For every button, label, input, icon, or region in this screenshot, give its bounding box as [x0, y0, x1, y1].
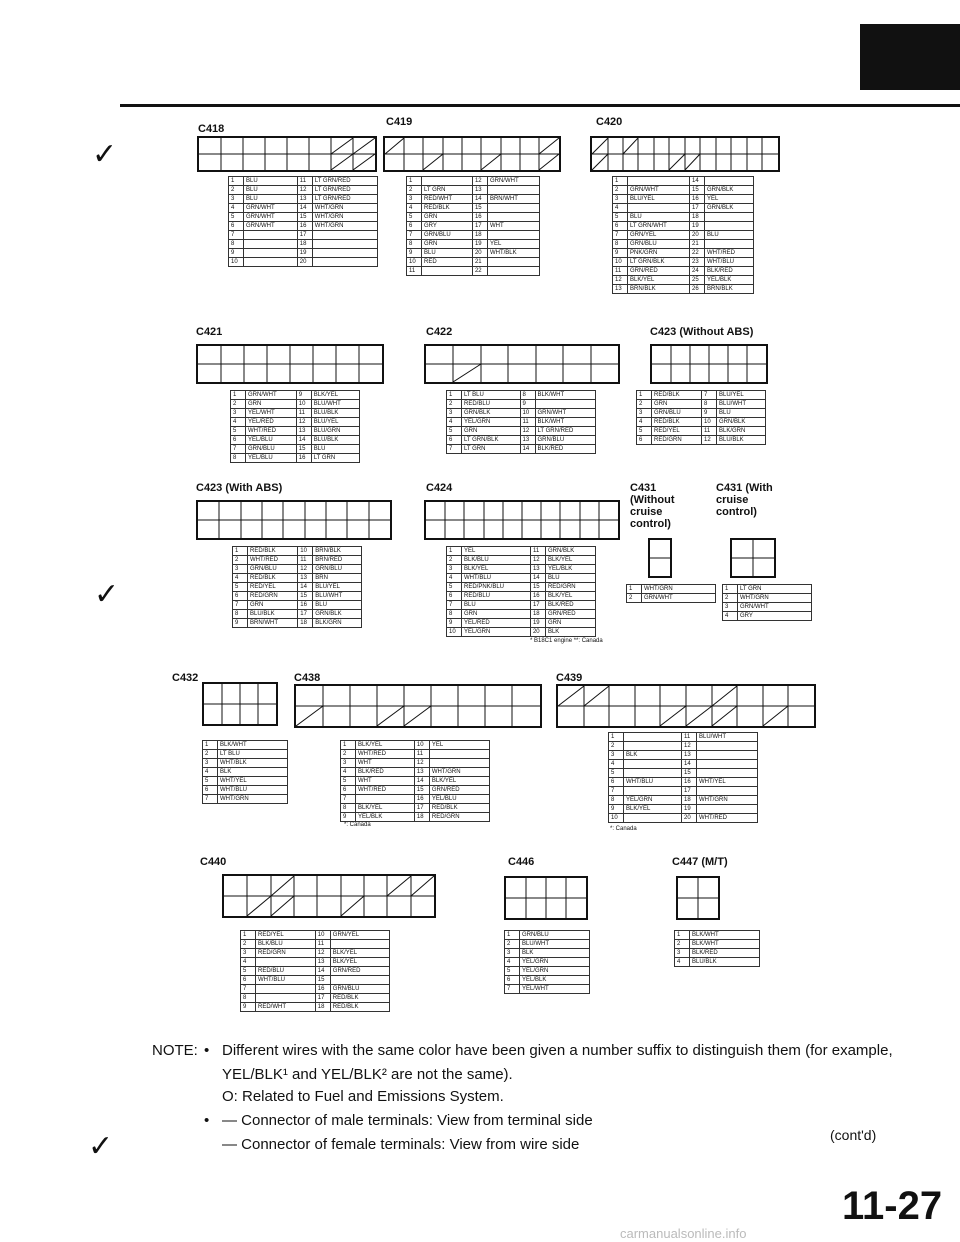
watermark: carmanualsonline.info	[620, 1226, 747, 1241]
note-text: O: Related to Fuel and Emissions System.	[222, 1088, 504, 1105]
note-text: — Connector of female terminals: View from wire side	[222, 1136, 580, 1153]
pin-table: 1 RED/BLK 10 BRN/BLK 2 WHT/RED 11 BRN/RED 3 GRN/BLU 12 GRN/BLU 4 RED/BLK 13 BRN 5 RED/YEL 14 BLU/YEL 6 RED/GRN 15 BLU/WHT 7 GRN 16 BLU 8 BLU/BLK 17 GRN/BLK 9 BRN/WHT 18 BLK/GRN	[232, 546, 362, 628]
pin-table: 1 12 GRN/WHT 2 LT GRN 13 3 RED/WHT 14 BRN/WHT 4 RED/BLK 15 5 GRN 16 6 GRY 17 WHT 7 GRN/BLU 18 8 GRN 19 YEL 9 BLU 20 WHT/BLK 10 RED 21 11 22	[406, 176, 540, 276]
connector-face	[730, 538, 776, 578]
connector-title: C422	[426, 326, 453, 338]
connector-title: C423 (With ABS)	[196, 482, 283, 494]
section-logo	[860, 24, 960, 90]
connector-title: C423 (Without ABS)	[650, 326, 754, 338]
pin-table: 1 GRN/WHT 9 BLK/YEL 2 GRN 10 BLU/WHT 3 YEL/WHT 11 BLU/BLK 4 YEL/RED 12 BLU/YEL 5 WHT/RED 13 BLU/GRN 6 YEL/BLU 14 BLU/BLK 7 GRN/BLU 15 BLU 8 YEL/BLU 16 LT GRN	[230, 390, 360, 463]
connector-title: C446	[508, 856, 535, 868]
pin-table: 1 RED/BLK 7 BLU/YEL 2 GRN 8 BLU/WHT 3 GRN/BLU 9 BLU 4 RED/BLK 10 GRN/BLK 5 RED/YEL 11 BLK/GRN 6 RED/GRN 12 BLU/BLK	[636, 390, 766, 445]
connector-face	[197, 136, 377, 172]
connector-title: C431 (With cruise control)	[716, 482, 773, 518]
connector-title: C439	[556, 672, 583, 684]
connector-title: C431 (Without cruise control)	[630, 482, 675, 530]
margin-check-mark: ✓	[92, 137, 118, 172]
connector-title: C420	[596, 116, 623, 128]
connector-face	[424, 500, 620, 540]
connector-title: C438	[294, 672, 321, 684]
connector-face	[196, 344, 384, 384]
connector-title: C418	[198, 123, 225, 135]
margin-check-mark: ✓	[94, 577, 120, 612]
pin-table: 1 BLK/WHT 2 LT BLU 3 WHT/BLK 4 BLK 5 WHT/YEL 6 WHT/BLU 7 WHT/GRN	[202, 740, 288, 804]
pin-table: 1 14 2 GRN/WHT 15 GRN/BLK 3 BLU/YEL 16 YEL 4 17 GRN/BLK 5 BLU 18 6 LT GRN/WHT 19 7 GRN/YEL 20 BLU 8 GRN/BLU 21 9 PNK/GRN 22 WHT/RED 10 LT GRN/BLK 23 WHT/BLU 11 GRN/RED 24 BLK/RED 12 BLK/YEL 25 YEL/BLK 13 BRN/BLK 26 BRN/BLK	[612, 176, 754, 294]
connector-title: C447 (M/T)	[672, 856, 728, 868]
note-text: YEL/BLK¹ and YEL/BLK² are not the same).	[222, 1066, 513, 1083]
connector-face	[590, 136, 780, 172]
connector-title: C432	[172, 672, 199, 684]
pin-table: 1 GRN/BLU 2 BLU/WHT 3 BLK 4 YEL/GRN 5 YEL/GRN 6 YEL/BLK 7 YEL/WHT	[504, 930, 590, 994]
pin-table: 1 YEL 11 GRN/BLK 2 BLK/BLU 12 BLK/YEL 3 BLK/YEL 13 YEL/BLK 4 WHT/BLU 14 BLU 5 RED/PNK/BLU 15 RED/GRN 6 RED/BLU 16 BLK/YEL 7 BLU 17 BLK/RED 8 GRN 18 GRN/RED 9 YEL/RED 19 GRN 10 YEL/GRN 20 BLK	[446, 546, 596, 637]
margin-check-mark: ✓	[88, 1129, 114, 1164]
connector-face	[650, 344, 768, 384]
connector-face	[648, 538, 672, 578]
connector-face	[424, 344, 620, 384]
bullet: •	[204, 1042, 210, 1059]
pin-table: 1 BLK/YEL 10 YEL 2 WHT/RED 11 3 WHT 12 4 BLK/RED 13 WHT/GRN 5 WHT 14 BLK/YEL 6 WHT/RED 15 GRN/RED 7 16 YEL/BLU 8 BLK/YEL 17 RED/BLK 9 YEL/BLK 18 RED/GRN	[340, 740, 490, 822]
connector-face	[556, 684, 816, 728]
pin-table: 1 11 BLU/WHT 2 12 3 BLK 13 4 14 5 15 6 WHT/BLU 16 WHT/YEL 7 17 8 YEL/GRN 18 WHT/GRN 9 BLK/YEL 19 10 20 WHT/RED	[608, 732, 758, 823]
connector-face	[202, 682, 278, 726]
pin-table: 1 RED/YEL 10 GRN/YEL 2 BLK/BLU 11 3 RED/GRN 12 BLK/YEL 4 13 BLK/YEL 5 RED/BLU 14 GRN/RED 6 WHT/BLU 15 7 16 GRN/BLU 8 17 RED/BLK 9 RED/WHT 18 RED/BLK	[240, 930, 390, 1012]
pin-table: 1 LT BLU 8 BLK/WHT 2 RED/BLU 9 3 GRN/BLK 10 GRN/WHT 4 YEL/GRN 11 BLK/WHT 5 GRN 12 LT GRN/RED 6 LT GRN/BLK 13 GRN/BLU 7 LT GRN 14 BLK/RED	[446, 390, 596, 454]
connector-title: C424	[426, 482, 453, 494]
continued-label: (cont'd)	[830, 1127, 877, 1143]
note-label: NOTE:	[152, 1042, 198, 1059]
connector-title: C440	[200, 856, 227, 868]
note-text: Different wires with the same color have been given a number suffix to distinguish them (for example,	[222, 1042, 893, 1059]
connector-face	[222, 874, 436, 918]
connector-title: C419	[386, 116, 413, 128]
header-rule	[120, 104, 960, 107]
connector-title: C421	[196, 326, 223, 338]
page-number: 11-27	[842, 1184, 943, 1228]
pin-table: 1 BLK/WHT 2 BLK/WHT 3 BLK/RED 4 BLU/BLK	[674, 930, 760, 967]
connector-face	[383, 136, 561, 172]
pin-table: 1 WHT/GRN 2 GRN/WHT	[626, 584, 716, 603]
note-text: — Connector of male terminals: View from terminal side	[222, 1112, 593, 1129]
table-footnote: *: Canada	[610, 826, 637, 832]
pin-table: 1 LT GRN 2 WHT/GRN 3 GRN/WHT 4 GRY	[722, 584, 812, 621]
table-footnote: * B18C1 engine **: Canada	[530, 638, 603, 644]
table-footnote: *: Canada	[344, 822, 371, 828]
connector-face	[504, 876, 588, 920]
connector-face	[196, 500, 392, 540]
bullet: •	[204, 1112, 210, 1129]
connector-face	[676, 876, 720, 920]
pin-table: 1 BLU 11 LT GRN/RED 2 BLU 12 LT GRN/RED 3 BLU 13 LT GRN/RED 4 GRN/WHT 14 WHT/GRN 5 GRN/WHT 15 WHT/GRN 6 GRN/WHT 16 WHT/GRN 7 17 8 18 9 19 10 20	[228, 176, 378, 267]
connector-face	[294, 684, 542, 728]
